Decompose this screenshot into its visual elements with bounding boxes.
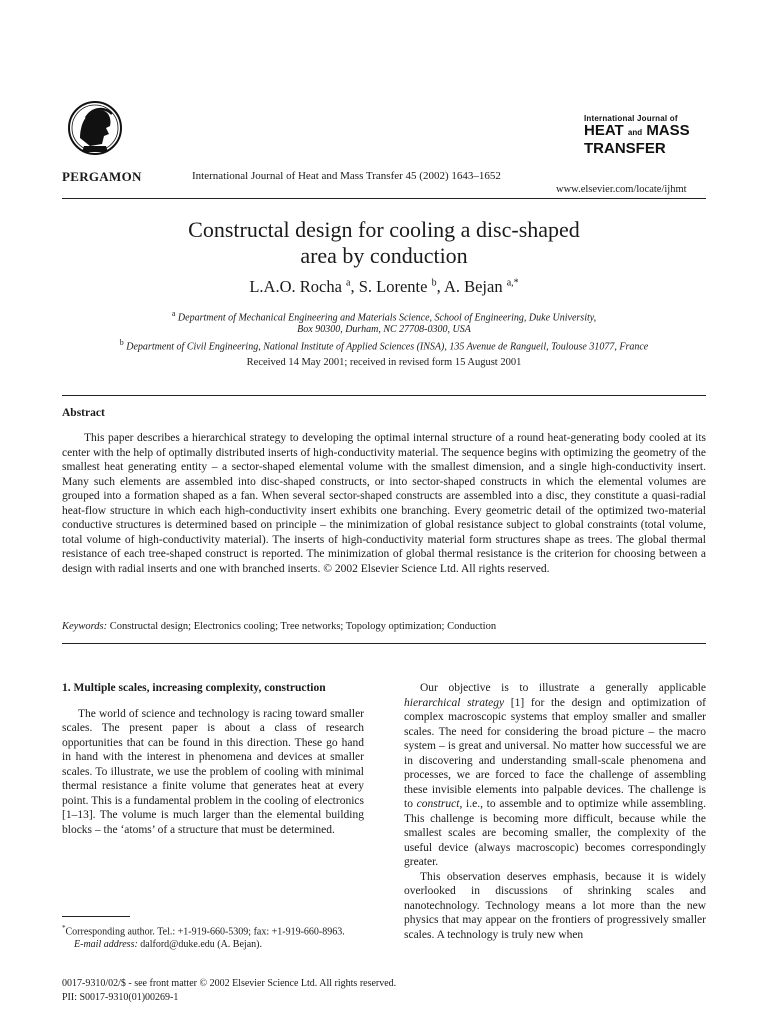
affiliation-b [56, 337, 712, 353]
left-paragraph-1: The world of science and technology is racing toward smaller scales. The present paper is about a class of research opportunities that can be found in this direction. These go hand in hand with the interest in phenomena and devices at smaller scales. To illustrate, we use the problem of cooling with minimal thermal resistance a finite volume that generates heat at every point. This is a fundamental problem in the cooling of electronics [1–13]. The volume is much larger than the elemental building blocks – the ‘atoms’ of a structure that must be determined. [62, 707, 364, 836]
email-label: E-mail address: [74, 938, 138, 950]
pergamon-emblem [66, 98, 124, 164]
title-line-2: area by conduction [300, 243, 468, 268]
body-column-left [62, 681, 364, 837]
journal-logo-transfer: TRANSFER [584, 140, 666, 157]
email-address[interactable]: dalford@duke.edu (A. Bejan). [140, 938, 262, 950]
issn-line: 0017-9310/02/$ - see front matter © 2002 Elsevier Science Ltd. All rights reserved. [62, 978, 397, 989]
emphasis-hierarchical-strategy: hierarchical strategy [404, 696, 505, 709]
author-3-affil: a,* [506, 277, 519, 289]
abstract-text: This paper describes a hierarchical strategy to developing the optimal internal structure of a round heat-generating body cooled at its center with the help of optimally distributed inserts of high-conductivity material. The sequence begins with optimizing the geometry of the smallest heat generating entity – a sector-shaped elemental volume with the smallest dimension, and a single high-conductivity insert. Many such elements are assembled into disc-shaped constructs, or into sector-shaped constructs in which the elemental volumes are grouped into a formation shaped as a fan. When several sector-shaped constructs are assembled into a disc, they constitute a quasi-radial heat-flow structure in which each high-conductivity insert exhibits one branching. Every geometric detail of the optimized two-material conductive structures is determined based on principle – the minimization of global resistance subject to global constraints (total volume, total volume of high-conductivity material). The inserts of high-conductivity material form structures shape as trees. The global thermal resistance of each tree-shaped construct is reported. The minimization of global thermal resistance is the criterion for choosing between a design with radial inserts and one with branched inserts. © 2002 Elsevier Science Ltd. All rights reserved. [62, 432, 706, 575]
journal-logo-heat: HEAT [584, 122, 624, 139]
abstract-divider [62, 395, 706, 396]
keywords [62, 621, 496, 632]
author-list: L.A.O. Rocha $^a$, S. Lorente $^b$, A. Bejan $^{a,*}$ [249, 277, 519, 296]
affiliation-a-line-2: Box 90300, Durham, NC 27708-0300, USA [297, 324, 471, 336]
journal-logo [584, 114, 690, 157]
author-3: A. Bejan [443, 277, 503, 296]
abstract-heading: Abstract [62, 407, 105, 419]
journal-url[interactable]: www.elsevier.com/locate/ijhmt [556, 184, 687, 195]
footnote-corresponding: *Corresponding author. Tel.: +1-919-660-5309; fax: +1-919-660-8963. [62, 924, 345, 938]
affiliation-a-mark: a [171, 309, 176, 318]
title-line-1: Constructal design for cooling a disc-shaped [188, 217, 580, 242]
footnote-divider [62, 916, 130, 917]
right-paragraph-2: This observation deserves emphasis, because it is widely overlooked in discussions of shrinking scales and nanotechnology. Technology means a lot more than the new physics that may appear on the frontiers of progressively smaller scales. A technology is truly new when [404, 870, 706, 941]
body-column-right [404, 681, 706, 942]
article-title [60, 217, 708, 269]
pii-line: PII: S0017-9310(01)00269-1 [62, 992, 179, 1003]
affiliation-a [56, 308, 712, 336]
keywords-divider [62, 643, 706, 644]
author-2: S. Lorente [358, 277, 428, 296]
right-paragraph-1: Our objective is to illustrate a generally applicable hierarchical strategy [1] for the design and optimization of complex macroscopic systems that employ smaller and smaller scales. The need for considering the broad picture – the macro system – is great and universal. No matter how successful we are in discovering and understanding small-scale phenomena and processes, we are forced to face the challenge of assembling these invisible elements into palpable devices. The challenge is to construct, i.e., to assemble and to optimize while assembling. This challenge is becoming more difficult, because while the smallest scales are becoming smaller, the complexity of the useful device (always macroscopic) becomes correspondingly greater. [404, 682, 706, 868]
journal-logo-and: and [627, 128, 643, 137]
emphasis-construct: construct [416, 798, 460, 810]
keywords-label: Keywords: [62, 621, 108, 632]
affiliation-b-mark: b [119, 338, 124, 347]
section-1-heading: 1. Multiple scales, increasing complexity, construction [62, 682, 326, 694]
affiliation-b-text: Department of Civil Engineering, National Institute of Applied Sciences (INSA), 135 Avenue de Rangueil, Toulouse 31077, France [126, 341, 649, 353]
affiliation-a-line-1: Department of Mechanical Engineering and Materials Science, School of Engineering, Duke University, [177, 312, 597, 324]
journal-logo-mass: MASS [646, 122, 690, 139]
journal-citation: International Journal of Heat and Mass Transfer 45 (2002) 1643–1652 [192, 170, 501, 182]
header-divider [62, 198, 706, 199]
footnote-email [62, 939, 364, 952]
journal-logo-top: International Journal of [584, 114, 678, 123]
footnote [62, 922, 364, 951]
received-dates: Received 14 May 2001; received in revised form 15 August 2001 [246, 357, 522, 368]
author-1-affil: a [346, 277, 351, 289]
author-2-affil: b [431, 277, 437, 289]
keywords-list: Constructal design; Electronics cooling; Tree networks; Topology optimization; Conduction [109, 621, 497, 632]
author-1: L.A.O. Rocha [249, 277, 342, 296]
publisher-name: PERGAMON [62, 169, 142, 184]
